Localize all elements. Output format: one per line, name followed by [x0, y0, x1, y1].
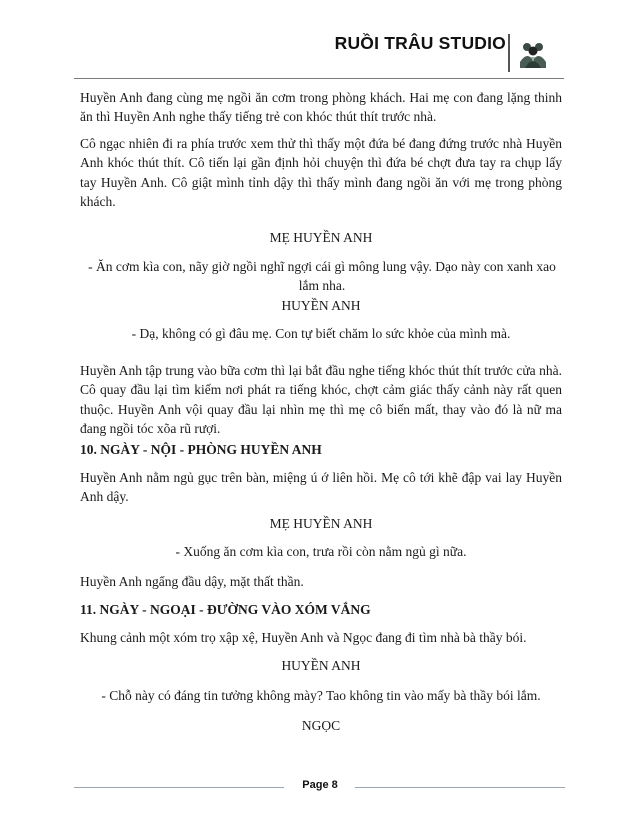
studio-logo-icon: [518, 38, 548, 68]
header-rule: [74, 78, 564, 79]
scene-heading-11: 11. NGÀY - NGOẠI - ĐƯỜNG VÀO XÓM VẮNG: [80, 602, 371, 617]
studio-name: RUỒI TRÂU STUDIO: [334, 33, 506, 53]
footer-rule-right: [355, 787, 565, 788]
character-name-4: HUYỀN ANH: [281, 658, 361, 673]
footer-rule-left: [74, 787, 284, 788]
action-paragraph-4: Huyền Anh nằm ngủ gục trên bàn, miệng ú ớ liên hồi. Mẹ cô tới khẽ đập vai lay Huyền Anh dậy.: [80, 470, 562, 505]
dialogue-3: - Xuống ăn cơm kìa con, trưa rồi còn nằm ngủ gì nữa.: [175, 544, 467, 559]
character-name-3: MẸ HUYỀN ANH: [269, 516, 373, 531]
scene-heading-10: 10. NGÀY - NỘI - PHÒNG HUYỀN ANH: [80, 442, 322, 457]
action-paragraph-3: Huyền Anh tập trung vào bữa cơm thì lại bắt đầu nghe tiếng khóc thút thít trước cửa nhà. Cô quay đầu lại tìm kiếm nơi phát ra tiếng khóc, chợt cảm giác thấy cảnh này rất quen thuộc. Huyền Anh vội quay đầu lại nhìn mẹ thì mẹ cô biến mất, thay vào đó là nữ ma đang ngồi tóc xõa rũ rượi.: [80, 363, 562, 436]
dialogue-2: - Dạ, không có gì đâu mẹ. Con tự biết chăm lo sức khỏe của mình mà.: [131, 326, 511, 341]
character-name-5: NGỌC: [301, 718, 341, 733]
character-name-2: HUYỀN ANH: [281, 298, 361, 313]
dialogue-1: - Ăn cơm kìa con, nãy giờ ngồi nghĩ ngợi cái gì mông lung vậy. Dạo này con xanh xao lắm nha.: [88, 259, 556, 294]
character-name-1: MẸ HUYỀN ANH: [269, 230, 373, 245]
dialogue-4: - Chỗ này có đáng tin tưởng không mày? Tao không tin vào mấy bà thầy bói lắm.: [101, 688, 541, 703]
page-number: Page 8: [302, 779, 338, 791]
action-paragraph-5: Huyền Anh ngẩng đầu dậy, mặt thất thần.: [80, 574, 304, 589]
header-divider: [508, 34, 510, 72]
action-paragraph-6: Khung cảnh một xóm trọ xập xệ, Huyền Anh và Ngọc đang đi tìm nhà bà thầy bói.: [80, 630, 527, 645]
action-paragraph-2: Cô ngạc nhiên đi ra phía trước xem thử thì thấy một đứa bé đang đứng trước nhà Huyền Anh khóc thút thít. Cô tiến lại gần định hỏi chuyện thì đứa bé chợt đưa tay ra chụp lấy tay Huyền Anh. Cô giật mình tỉnh dậy thì thấy mình đang ngồi ăn với mẹ trong phòng khách.: [80, 136, 562, 209]
action-paragraph-1: Huyền Anh đang cùng mẹ ngồi ăn cơm trong phòng khách. Hai mẹ con đang lặng thinh ăn thì Huyền Anh nghe thấy tiếng trẻ con khóc thút thít trước nhà.: [80, 90, 562, 125]
